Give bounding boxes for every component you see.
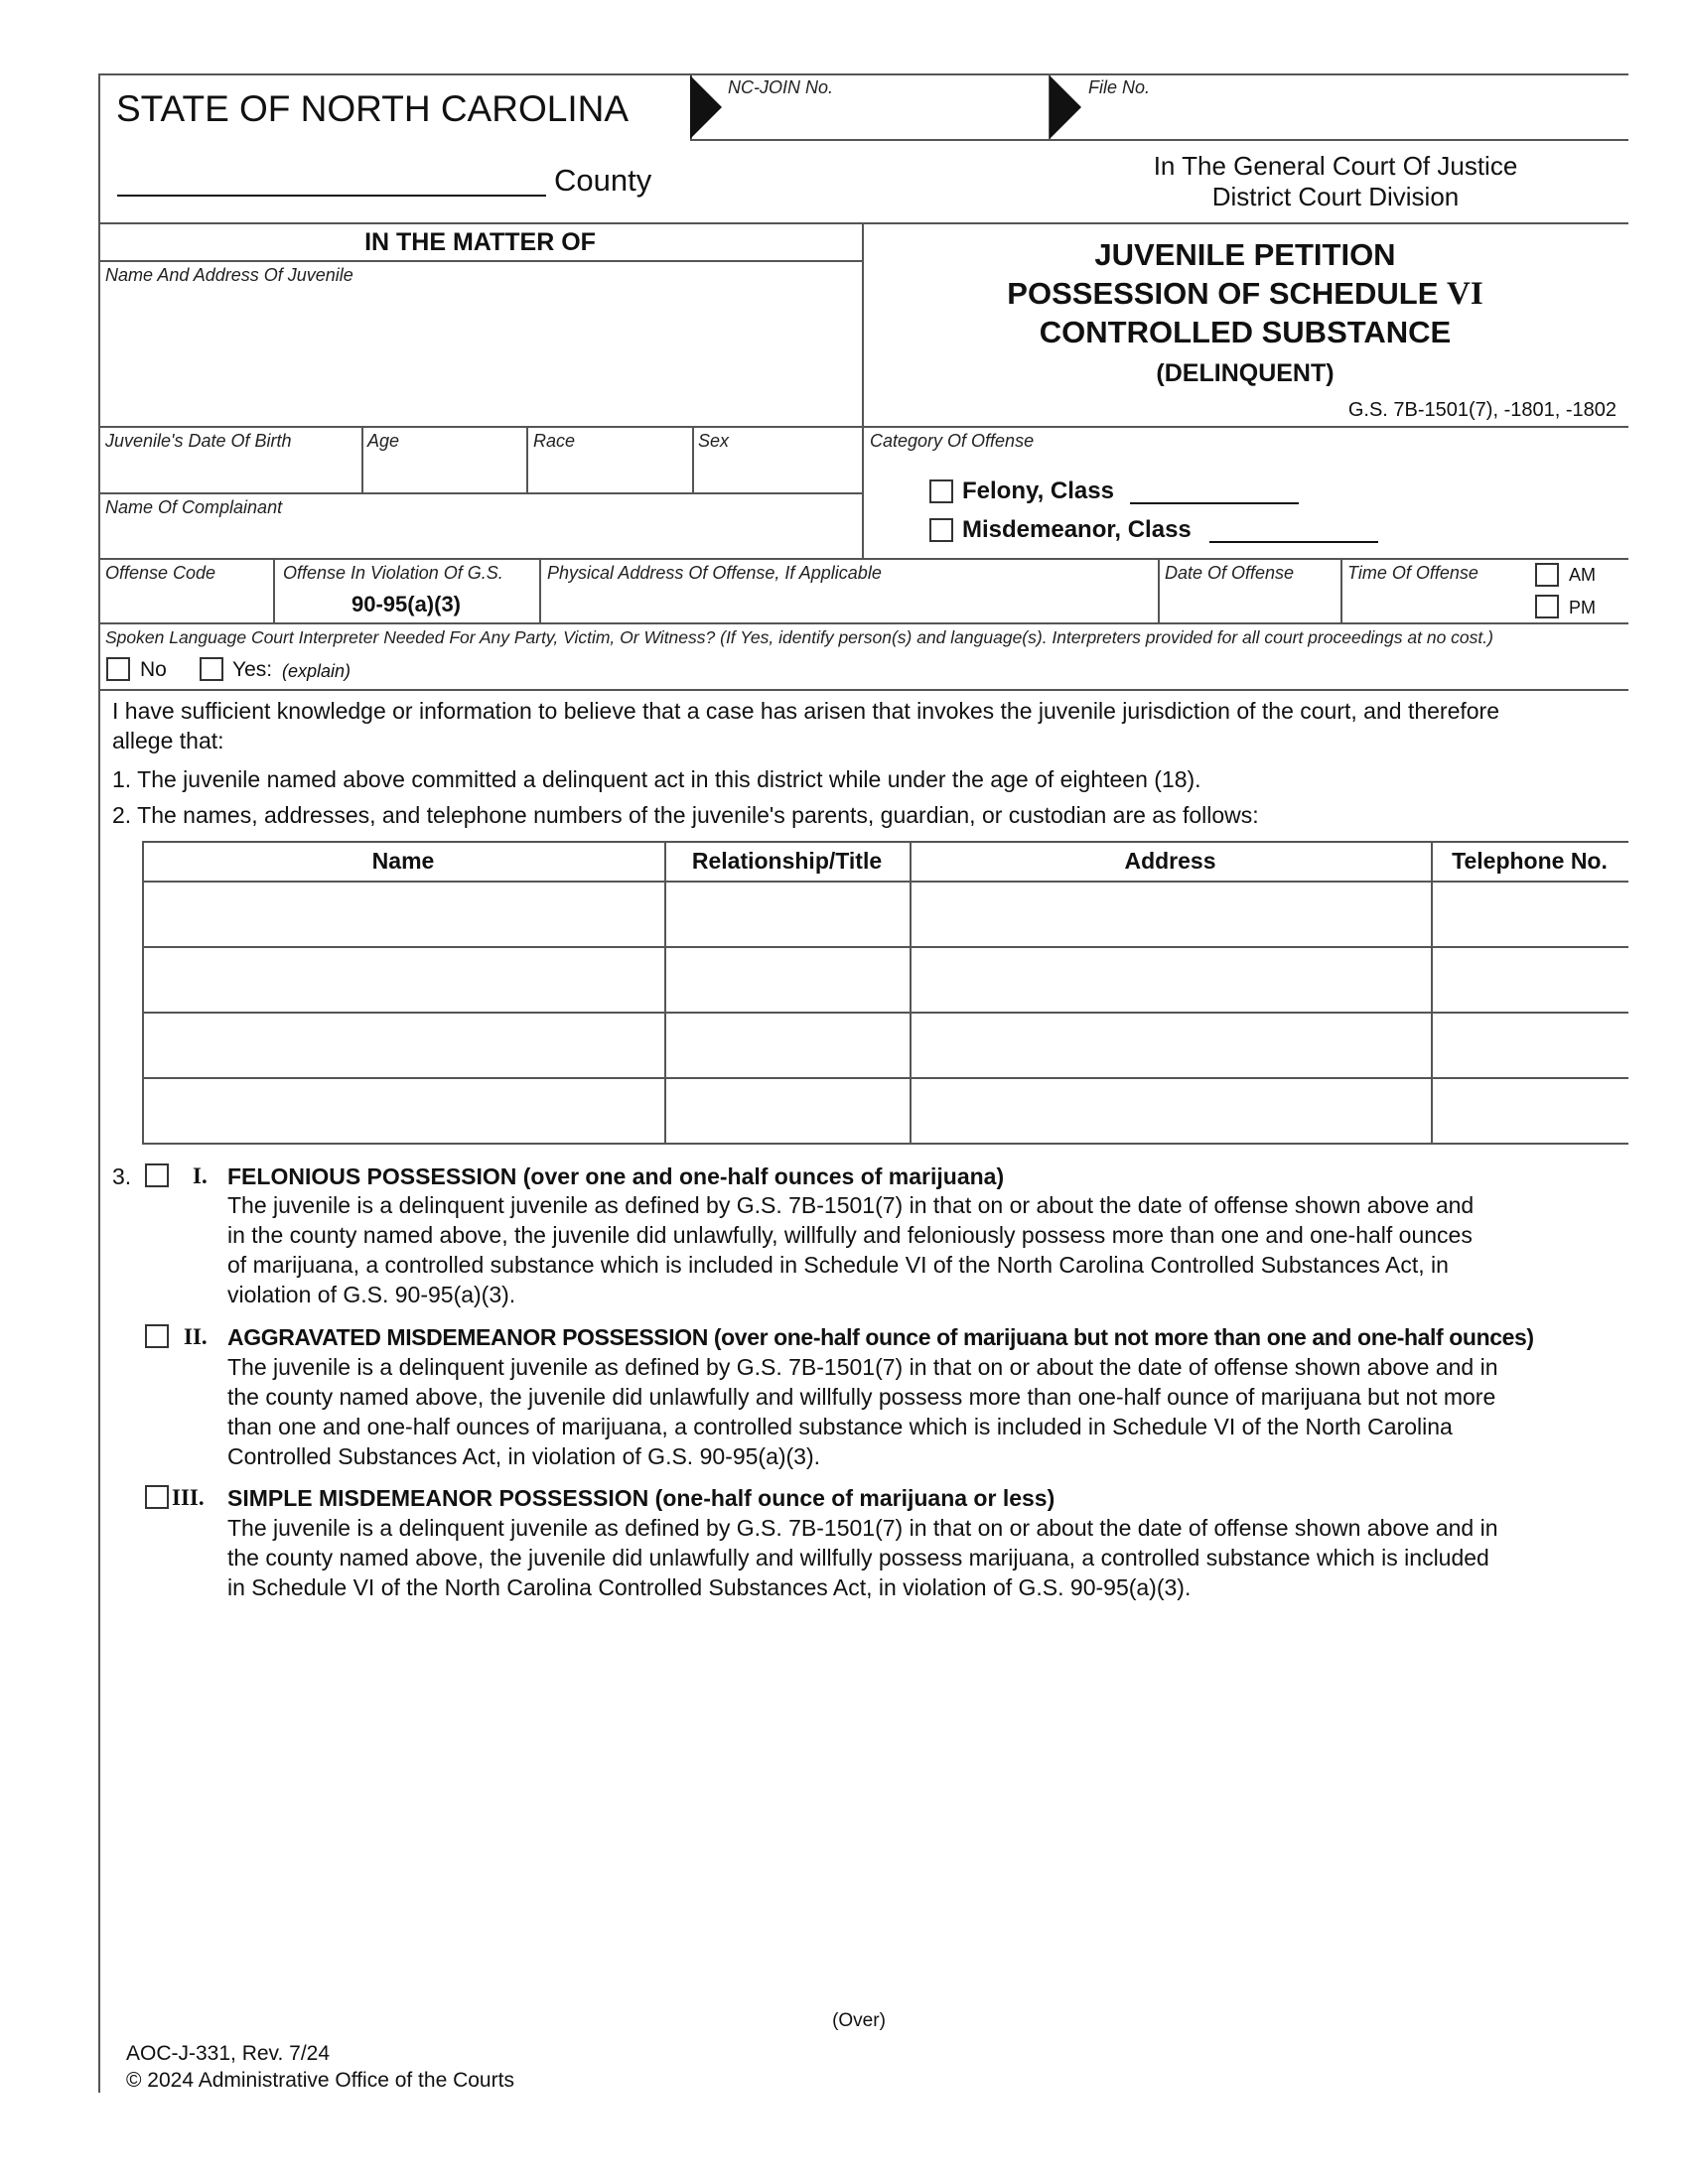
parents-table-col-line-2	[910, 841, 912, 1143]
charge-1-line-2: in the county named above, the juvenile did unlawfully, willfully and feloniously possess more than one and one-half ounces	[227, 1222, 1473, 1248]
charge-1-checkbox[interactable]	[145, 1163, 169, 1187]
offense-code-label: Offense Code	[105, 563, 216, 583]
interpreter-question: Spoken Language Court Interpreter Needed For Any Party, Victim, Or Witness? (If Yes, identify person(s) and language(s). Interpreters provided for all court proceedings at no cost.)	[105, 627, 1493, 647]
am-label: AM	[1569, 565, 1596, 585]
charge-3-line-2: the county named above, the juvenile did unlawfully and willfully possess marijuana, a controlled substance which is included	[227, 1545, 1489, 1570]
parents-row-1-address[interactable]	[914, 885, 1427, 942]
parents-table-row-line-2	[142, 1012, 1628, 1014]
charge-1-roman: I.	[193, 1163, 208, 1188]
misdemeanor-checkbox[interactable]	[929, 518, 953, 542]
charge-2-line-2: the county named above, the juvenile did unlawfully and willfully possess more than one-half ounce of marijuana but not more	[227, 1384, 1496, 1410]
over-indicator: (Over)	[832, 2010, 886, 2031]
parents-table-header-bottom	[142, 881, 1628, 883]
parents-row-1-relationship[interactable]	[668, 885, 906, 942]
allegation-item-2: 2. The names, addresses, and telephone numbers of the juvenile's parents, guardian, or custodian are as follows:	[112, 802, 1259, 828]
date-of-offense-label: Date Of Offense	[1165, 563, 1295, 583]
juvenile-dob-field[interactable]	[103, 455, 356, 488]
felony-checkbox[interactable]	[929, 479, 953, 503]
charge-2-line-3: than one and one-half ounces of marijuana, a controlled substance which is included in Schedule VI of the North Carolina	[227, 1414, 1453, 1439]
parents-row-3-telephone[interactable]	[1435, 1016, 1623, 1073]
parents-row-2-address[interactable]	[914, 950, 1427, 1008]
charge-1-line-1: The juvenile is a delinquent juvenile as defined by G.S. 7B-1501(7) in that on or about the date of offense shown above and	[227, 1192, 1475, 1218]
felony-class-label: Felony, Class	[962, 478, 1114, 504]
matter-heading: IN THE MATTER OF	[364, 228, 596, 256]
age-race-divider	[526, 426, 528, 492]
allegation-item-1: 1. The juvenile named above committed a delinquent act in this district while under the age of eighteen (18).	[112, 766, 1201, 792]
charges-item-number: 3.	[112, 1163, 132, 1189]
parents-table-row-line-1	[142, 946, 1628, 948]
title-line-2-roman: VI	[1447, 276, 1483, 312]
charge-3-roman: III.	[172, 1485, 205, 1510]
charge-1-line-3: of marijuana, a controlled substance which is included in Schedule VI of the North Carolina Controlled Substances Act, in	[227, 1252, 1449, 1278]
parents-row-1-telephone[interactable]	[1435, 885, 1623, 942]
left-border	[98, 73, 100, 2093]
pm-label: PM	[1569, 598, 1596, 617]
parents-row-2-name[interactable]	[146, 950, 660, 1008]
parents-col-header-relationship: Relationship/Title	[691, 848, 883, 874]
felony-class-blank[interactable]	[1130, 502, 1299, 504]
top-border	[98, 73, 1628, 75]
parents-row-4-name[interactable]	[146, 1081, 660, 1139]
file-no-arrow-icon	[1050, 75, 1081, 139]
charge-3-checkbox[interactable]	[145, 1485, 169, 1509]
form-number: AOC-J-331, Rev. 7/24	[126, 2042, 331, 2065]
age-label: Age	[367, 431, 400, 451]
county-label: County	[554, 163, 652, 198]
juvenile-name-address-field[interactable]	[105, 290, 850, 419]
charge-1-line-4: violation of G.S. 90-95(a)(3).	[227, 1282, 516, 1307]
offense-violation-label: Offense In Violation Of G.S.	[283, 563, 503, 583]
complainant-label: Name Of Complainant	[105, 497, 283, 517]
date-of-offense-field[interactable]	[1163, 588, 1336, 619]
header-join-bottom-line	[690, 139, 1628, 141]
parents-row-3-name[interactable]	[146, 1016, 660, 1073]
offense-div-4	[1340, 558, 1342, 622]
interpreter-no-checkbox[interactable]	[106, 657, 130, 681]
offense-div-3	[1158, 558, 1160, 622]
matter-heading-line	[98, 260, 862, 262]
charge-3-line-1: The juvenile is a delinquent juvenile as defined by G.S. 7B-1501(7) in that on or about the date of offense shown above and in	[227, 1515, 1498, 1541]
state-name: STATE OF NORTH CAROLINA	[116, 88, 629, 129]
title-line-2-prefix: POSSESSION OF SCHEDULE	[1007, 276, 1447, 311]
statute-citation: G.S. 7B-1501(7), -1801, -1802	[1347, 399, 1617, 421]
physical-address-label: Physical Address Of Offense, If Applicable	[547, 563, 882, 583]
parents-col-header-address: Address	[1124, 848, 1216, 874]
sex-field[interactable]	[696, 455, 857, 488]
parents-table-col-line-1	[664, 841, 666, 1143]
nc-join-label: NC-JOIN No.	[728, 77, 834, 97]
allegation-intro-line-2: allege that:	[112, 728, 224, 753]
petition-title-line-2	[862, 275, 1628, 313]
charge-2-line-4: Controlled Substances Act, in violation of G.S. 90-95(a)(3).	[227, 1443, 821, 1469]
misdemeanor-class-label: Misdemeanor, Class	[962, 516, 1192, 543]
juvenile-name-address-label: Name And Address Of Juvenile	[105, 265, 353, 285]
petition-title-line-4: (DELINQUENT)	[1156, 359, 1335, 387]
nc-join-field[interactable]	[730, 99, 1038, 135]
parents-col-header-name: Name	[371, 848, 435, 874]
category-label: Category Of Offense	[870, 431, 1035, 451]
charge-2-line-1: The juvenile is a delinquent juvenile as defined by G.S. 7B-1501(7) in that on or about the date of offense shown above and in	[227, 1354, 1498, 1380]
parents-table-row-line-3	[142, 1077, 1628, 1079]
parents-table-bottom	[142, 1143, 1628, 1145]
complainant-field[interactable]	[103, 522, 858, 556]
dob-row-top-line	[98, 426, 1628, 428]
race-field[interactable]	[530, 455, 687, 488]
charge-2-roman: II.	[184, 1324, 208, 1349]
time-of-offense-field[interactable]	[1346, 588, 1525, 619]
physical-address-field[interactable]	[545, 588, 1153, 619]
charge-2-title: AGGRAVATED MISDEMEANOR POSSESSION (over one-half ounce of marijuana but not more than one and one-half ounces)	[227, 1324, 1534, 1350]
court-line-1: In The General Court Of Justice	[1153, 151, 1518, 181]
sex-label: Sex	[698, 431, 730, 451]
interpreter-explain-label: (explain)	[282, 661, 352, 681]
parents-table-top	[142, 841, 1628, 843]
allegation-intro-line-1: I have sufficient knowledge or information to believe that a case has arisen that invokes the juvenile jurisdiction of the court, and therefore	[112, 698, 1500, 724]
parents-row-4-telephone[interactable]	[1435, 1081, 1623, 1139]
time-of-offense-label: Time Of Offense	[1347, 563, 1478, 583]
dob-age-divider	[361, 426, 363, 492]
am-checkbox[interactable]	[1535, 563, 1559, 587]
charge-1-title: FELONIOUS POSSESSION (over one and one-half ounces of marijuana)	[227, 1163, 1005, 1189]
race-label: Race	[533, 431, 576, 451]
charge-3-line-3: in Schedule VI of the North Carolina Controlled Substances Act, in violation of G.S. 90-95(a)(3).	[227, 1574, 1192, 1600]
offense-row-top-line	[98, 558, 1628, 560]
complainant-top-line	[98, 492, 862, 494]
nc-join-arrow-icon	[690, 75, 722, 139]
charge-2-checkbox[interactable]	[145, 1324, 169, 1348]
parents-row-2-telephone[interactable]	[1435, 950, 1623, 1008]
interpreter-yes-checkbox[interactable]	[200, 657, 223, 681]
parents-row-4-address[interactable]	[914, 1081, 1427, 1139]
parents-row-3-address[interactable]	[914, 1016, 1427, 1073]
offense-code-field[interactable]	[103, 588, 268, 619]
county-blank-line[interactable]	[117, 195, 546, 197]
misdemeanor-class-blank[interactable]	[1209, 541, 1378, 543]
juvenile-dob-label: Juvenile's Date Of Birth	[105, 431, 292, 451]
parents-row-2-relationship[interactable]	[668, 950, 906, 1008]
offense-row-bottom-line	[98, 622, 1628, 624]
offense-violation-value[interactable]: 90-95(a)(3)	[351, 592, 462, 616]
parents-row-1-name[interactable]	[146, 885, 660, 942]
parents-table-col-line-3	[1431, 841, 1433, 1143]
interpreter-no-label: No	[140, 658, 167, 681]
file-no-label: File No.	[1088, 77, 1151, 97]
parents-col-header-telephone: Telephone No.	[1452, 848, 1608, 874]
parents-table-col-line-0	[142, 841, 144, 1143]
race-sex-divider	[692, 426, 694, 492]
parents-row-3-relationship[interactable]	[668, 1016, 906, 1073]
copyright: © 2024 Administrative Office of the Courts	[126, 2069, 514, 2092]
petition-title-line-3: CONTROLLED SUBSTANCE	[1039, 315, 1452, 349]
court-line-2: District Court Division	[1211, 182, 1460, 211]
interpreter-yes-label: Yes:	[232, 658, 273, 681]
age-field[interactable]	[365, 455, 522, 488]
offense-div-2	[539, 558, 541, 622]
charge-3-title: SIMPLE MISDEMEANOR POSSESSION (one-half ounce of marijuana or less)	[227, 1485, 1055, 1511]
petition-title-line-1: JUVENILE PETITION	[1094, 237, 1396, 272]
file-no-field[interactable]	[1088, 99, 1615, 135]
parents-row-4-relationship[interactable]	[668, 1081, 906, 1139]
pm-checkbox[interactable]	[1535, 595, 1559, 618]
interpreter-bottom-line	[98, 689, 1628, 691]
